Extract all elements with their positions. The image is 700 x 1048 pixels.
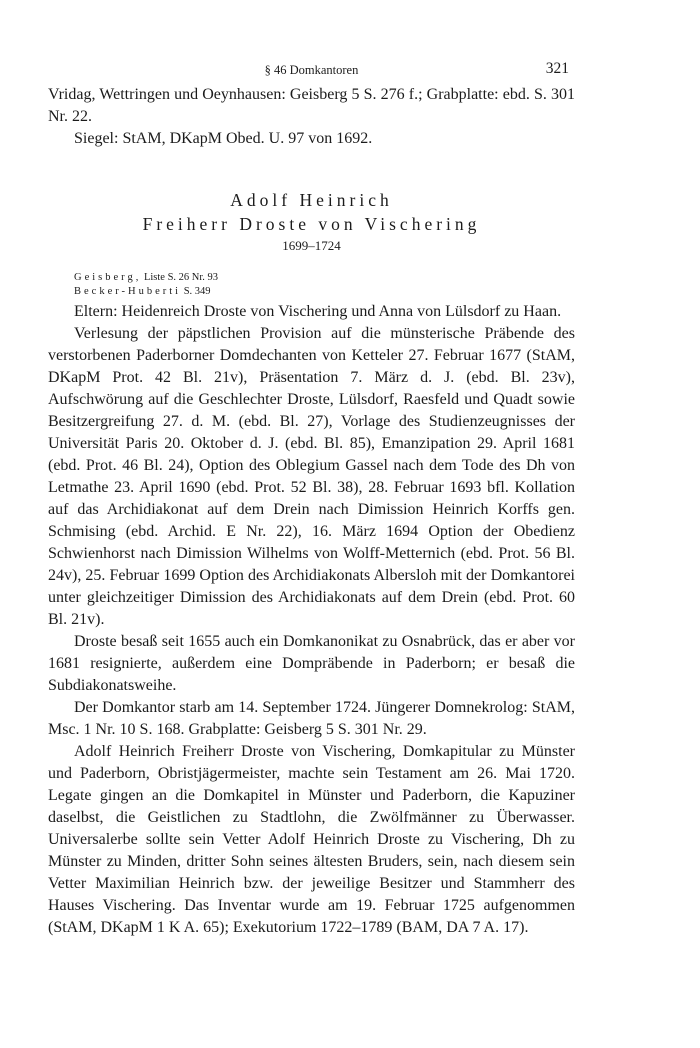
paragraph-death: Der Domkantor starb am 14. September 1724. Jüngerer Domnekrolog: StAM, Msc. 1 Nr. 10 S. 168. Grabplatte: Geisberg 5 S. 301 Nr. 29. [48,699,575,738]
literature-item [74,271,575,285]
entry-name-line2: Freiherr Droste von Vischering [142,214,481,234]
paragraph-testament: Adolf Heinrich Freiherr Droste von Vischering, Domkapitular zu Münster und Paderborn, Obristjägermeister, machte sein Testament am 26. Mai 1720. Legate gingen an die Domkapitel in Münster und Paderborn, die Kapuziner daselbst, die Geistlichen zu Stadtlohn, die Zwölfmänner zu Überwasser. Universalerbe sollte sein Vetter Adolf Heinrich Droste zu Vischering, Dh zu Münster zu Minden, dritter Sohn seines ältesten Bruders, sein, nach diesem sein Vetter Maximilian Heinrich bzw. der jeweilige Besitzer und Stammherr des Hauses Vischering. Das Inventar wurde am 19. Februar 1725 aufgenommen (StAM, DKapM 1 K A. 65); Exekutorium 1722–1789 (BAM, DA 7 A. 17). [48,743,575,936]
paragraph-career: Verlesung der päpstlichen Provision auf die münsterische Präbende des verstorbenen Paderborner Domdechanten von Ketteler 27. Februar 1677 (StAM, DKapM Prot. 42 Bl. 21v), Präsentation 7. März d. J. (ebd. Bl. 23v), Aufschwörung auf die Geschlechter Droste, Lülsdorf, Raesfeld und Quadt sowie Besitzergreifung 27. d. M. (ebd. Bl. 27), Vorlage des Studienzeugnisses der Universität Paris 20. Oktober d. J. (ebd. Bl. 85), Emanzipation 29. April 1681 (ebd. Prot. 46 Bl. 24), Option des Oblegium Gassel nach dem Tode des Dh von Letmathe 23. April 1690 (ebd. Prot. 52 Bl. 38), 28. Februar 1693 bfl. Kollation auf das Archidiakonat auf dem Drein nach Dimission Heinrich Korffs gen. Schmising (ebd. Archid. E Nr. 22), 16. März 1694 Option der Obedienz Schwienhorst nach Dimission Wilhelms von Wolff-Metternich (ebd. Prot. 56 Bl. 24v), 25. Februar 1699 Option des Archidiakonats Albersloh mit der Domkantorei unter gleichzeitiger Dimission des Archidiakonats auf dem Drein (ebd. Prot. 60 Bl. 21v). [48,325,575,628]
running-title: § 46 Domkantoren [264,63,359,77]
paragraph-parents: Eltern: Heidenreich Droste von Vischering und Anna von Lülsdorf zu Haan. [74,303,562,320]
page-body [48,60,575,939]
running-head [48,60,575,84]
literature-item [74,285,575,299]
literature-ref: S. 349 [181,286,211,297]
literature-author: Geisberg, [74,272,142,283]
entry-body [48,301,575,939]
previous-entry-continuation: Vridag, Wettringen und Oeynhausen: Geisberg 5 S. 276 f.; Grabplatte: ebd. S. 301 Nr. 22. [48,86,575,125]
page-number: 321 [545,60,569,77]
literature-author: Becker-Huberti [74,286,182,297]
paragraph-benefices: Droste besaß seit 1655 auch ein Domkanonikat zu Osnabrück, das er aber vor 1681 resignierte, außerdem eine Dompräbende in Paderborn; er besaß die Subdiakonatsweihe. [48,633,575,694]
literature-ref: Liste S. 26 Nr. 93 [141,272,219,283]
literature-list [48,271,575,299]
entry-heading [48,188,575,255]
entry-dates: 1699–1724 [282,238,341,253]
entry-name-line1: Adolf Heinrich [230,190,393,210]
previous-entry-seal: Siegel: StAM, DKapM Obed. U. 97 von 1692. [74,130,373,147]
